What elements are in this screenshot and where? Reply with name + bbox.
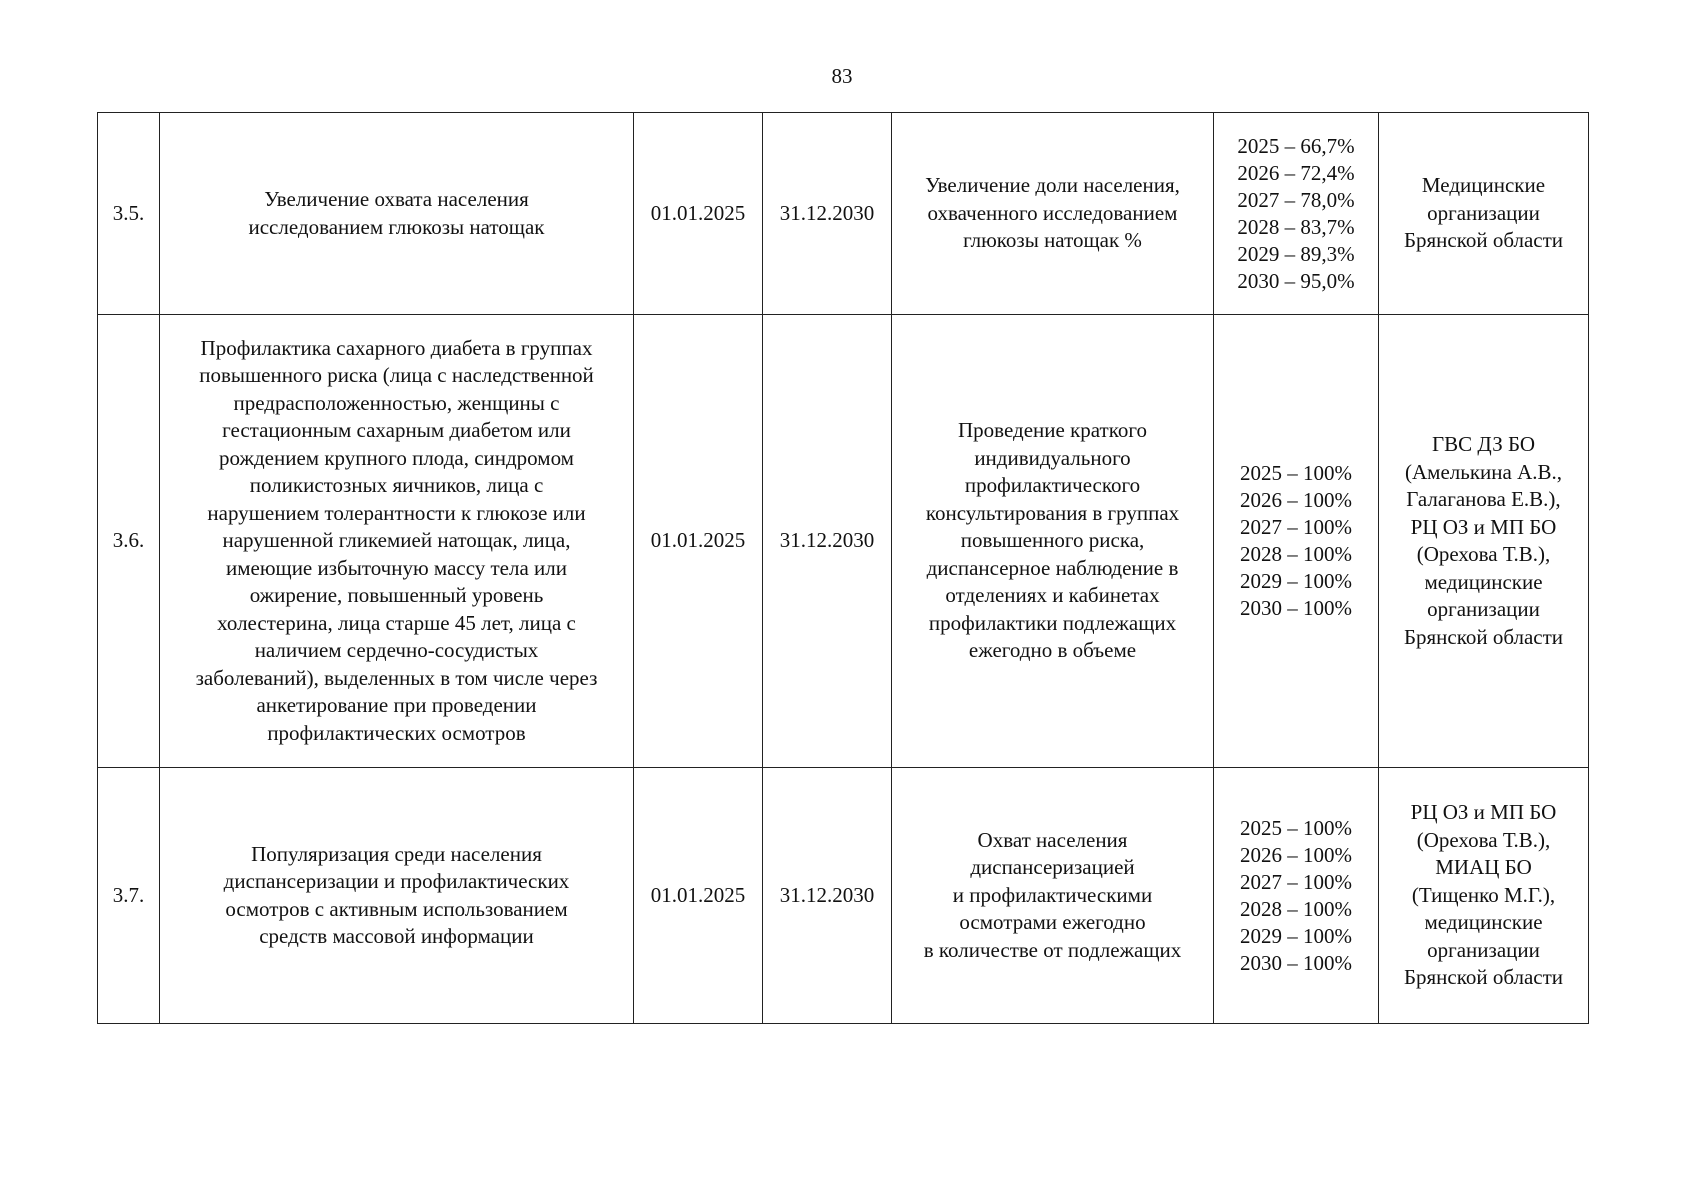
page-number: 83 bbox=[831, 64, 853, 88]
text-line: поликистозных яичников, лица с bbox=[249, 473, 544, 498]
text-line: осмотров с активным использованием bbox=[225, 896, 568, 921]
text-line: организации bbox=[1427, 937, 1540, 962]
text-line: (Амелькина А.В., bbox=[1405, 459, 1562, 484]
text-line: РЦ ОЗ и МП БО bbox=[1410, 514, 1557, 539]
end-date: 31.12.2030 bbox=[763, 315, 892, 768]
text-line: (Орехова Т.В.), bbox=[1416, 542, 1551, 566]
text-line: глюкозы натощак % bbox=[963, 228, 1142, 253]
text-line: и профилактическими bbox=[952, 882, 1153, 907]
responsible-cell bbox=[1379, 113, 1589, 315]
row-number: 3.6. bbox=[98, 315, 160, 768]
text-line: 2025 – 100% bbox=[1240, 815, 1352, 840]
text-line: 2030 – 95,0% bbox=[1237, 268, 1355, 293]
text-line: 2026 – 72,4% bbox=[1237, 160, 1355, 185]
activity-cell bbox=[160, 113, 634, 315]
text-line: Галаганова Е.В.), bbox=[1406, 487, 1561, 511]
text-line: (Тищенко М.Г.), bbox=[1411, 882, 1556, 907]
text-line: предрасположенностью, женщины с bbox=[233, 390, 560, 415]
row-number: 3.5. bbox=[98, 113, 160, 315]
table-row bbox=[98, 113, 1589, 315]
text-line: нарушенной гликемией натощак, лица, bbox=[222, 528, 571, 553]
text-line: 2028 – 100% bbox=[1240, 542, 1352, 566]
text-line: 2026 – 100% bbox=[1240, 842, 1352, 867]
start-date: 01.01.2025 bbox=[634, 315, 763, 768]
text-line: организации bbox=[1427, 200, 1540, 225]
targets-cell bbox=[1214, 113, 1379, 315]
text-line: 2029 – 100% bbox=[1240, 569, 1352, 593]
text-line: повышенного риска, bbox=[960, 528, 1145, 553]
text-line: 2028 – 100% bbox=[1240, 896, 1352, 921]
text-line: диспансерное наблюдение в bbox=[926, 555, 1179, 580]
end-date: 31.12.2030 bbox=[763, 113, 892, 315]
text-line: Увеличение доли населения, bbox=[925, 173, 1180, 198]
responsible-cell bbox=[1379, 315, 1589, 768]
text-line: наличием сердечно-сосудистых bbox=[254, 638, 539, 663]
indicator-cell bbox=[892, 113, 1214, 315]
text-line: 2027 – 78,0% bbox=[1237, 187, 1355, 212]
text-line: 2026 – 100% bbox=[1240, 488, 1352, 512]
text-line: 2030 – 100% bbox=[1240, 596, 1352, 620]
text-line: отделениях и кабинетах bbox=[945, 583, 1160, 608]
text-line: Профилактика сахарного диабета в группах bbox=[200, 335, 593, 360]
text-line: профилактического bbox=[964, 473, 1141, 498]
text-line: осмотрами ежегодно bbox=[959, 910, 1146, 935]
text-line: организации bbox=[1427, 597, 1540, 621]
text-line: индивидуального bbox=[974, 445, 1131, 470]
text-line: 2025 – 66,7% bbox=[1237, 133, 1355, 158]
text-line: диспансеризацией bbox=[970, 855, 1135, 880]
text-line: охваченного исследованием bbox=[927, 200, 1178, 225]
text-line: повышенного риска (лица с наследственной bbox=[199, 363, 594, 388]
text-line: 2029 – 100% bbox=[1240, 923, 1352, 948]
text-line: анкетирование при проведении bbox=[256, 693, 537, 718]
end-date: 31.12.2030 bbox=[763, 768, 892, 1024]
activity-cell bbox=[160, 315, 634, 768]
text-line: средств массовой информации bbox=[259, 924, 534, 948]
text-line: профилактики подлежащих bbox=[928, 610, 1177, 635]
text-line: заболеваний), выделенных в том числе через bbox=[195, 665, 598, 690]
text-line: МИАЦ БО bbox=[1435, 855, 1532, 880]
text-line: Популяризация среди населения bbox=[251, 841, 542, 866]
targets-cell bbox=[1214, 315, 1379, 768]
text-line: (Орехова Т.В.), bbox=[1416, 827, 1551, 852]
indicator-cell bbox=[892, 768, 1214, 1024]
text-line: рождением крупного плода, синдромом bbox=[219, 445, 574, 470]
text-line: исследованием глюкозы натощак bbox=[248, 214, 545, 239]
text-line: Проведение краткого bbox=[958, 418, 1147, 443]
text-line: гестационным сахарным диабетом или bbox=[222, 418, 571, 443]
text-line: нарушением толерантности к глюкозе или bbox=[207, 500, 586, 525]
targets-cell bbox=[1214, 768, 1379, 1024]
text-line: в количестве от подлежащих bbox=[923, 937, 1182, 962]
text-line: ожирение, повышенный уровень bbox=[249, 583, 544, 608]
table-row bbox=[98, 315, 1589, 768]
text-line: консультирования в группах bbox=[925, 500, 1180, 525]
row-number: 3.7. bbox=[98, 768, 160, 1024]
text-line: 2028 – 83,7% bbox=[1237, 214, 1355, 239]
text-line: Брянской области bbox=[1403, 624, 1564, 649]
measures-table bbox=[97, 112, 1589, 1024]
responsible-cell bbox=[1379, 768, 1589, 1024]
text-line: РЦ ОЗ и МП БО bbox=[1410, 800, 1557, 825]
table-row bbox=[98, 768, 1589, 1024]
text-line: Брянской области bbox=[1403, 228, 1564, 253]
text-line: диспансеризации и профилактических bbox=[223, 869, 570, 893]
text-line: медицинские bbox=[1424, 910, 1543, 935]
text-line: 2029 – 89,3% bbox=[1237, 241, 1355, 266]
text-line: 2027 – 100% bbox=[1240, 869, 1352, 894]
text-line: ГВС ДЗ БО bbox=[1431, 432, 1536, 456]
text-line: Увеличение охвата населения bbox=[264, 187, 529, 211]
text-line: профилактических осмотров bbox=[267, 720, 526, 745]
text-line: имеющие избыточную массу тела или bbox=[225, 555, 568, 580]
start-date: 01.01.2025 bbox=[634, 113, 763, 315]
text-line: Брянской области bbox=[1403, 965, 1564, 990]
text-line: Охват населения bbox=[977, 827, 1128, 852]
text-line: 2030 – 100% bbox=[1240, 950, 1352, 975]
text-line: 2025 – 100% bbox=[1240, 461, 1352, 485]
text-line: медицинские bbox=[1424, 569, 1543, 594]
text-line: ежегодно в объеме bbox=[968, 638, 1137, 663]
text-line: Медицинские bbox=[1421, 173, 1546, 198]
start-date: 01.01.2025 bbox=[634, 768, 763, 1024]
activity-cell bbox=[160, 768, 634, 1024]
text-line: холестерина, лица старше 45 лет, лица с bbox=[217, 610, 576, 635]
text-line: 2027 – 100% bbox=[1240, 515, 1352, 539]
indicator-cell bbox=[892, 315, 1214, 768]
